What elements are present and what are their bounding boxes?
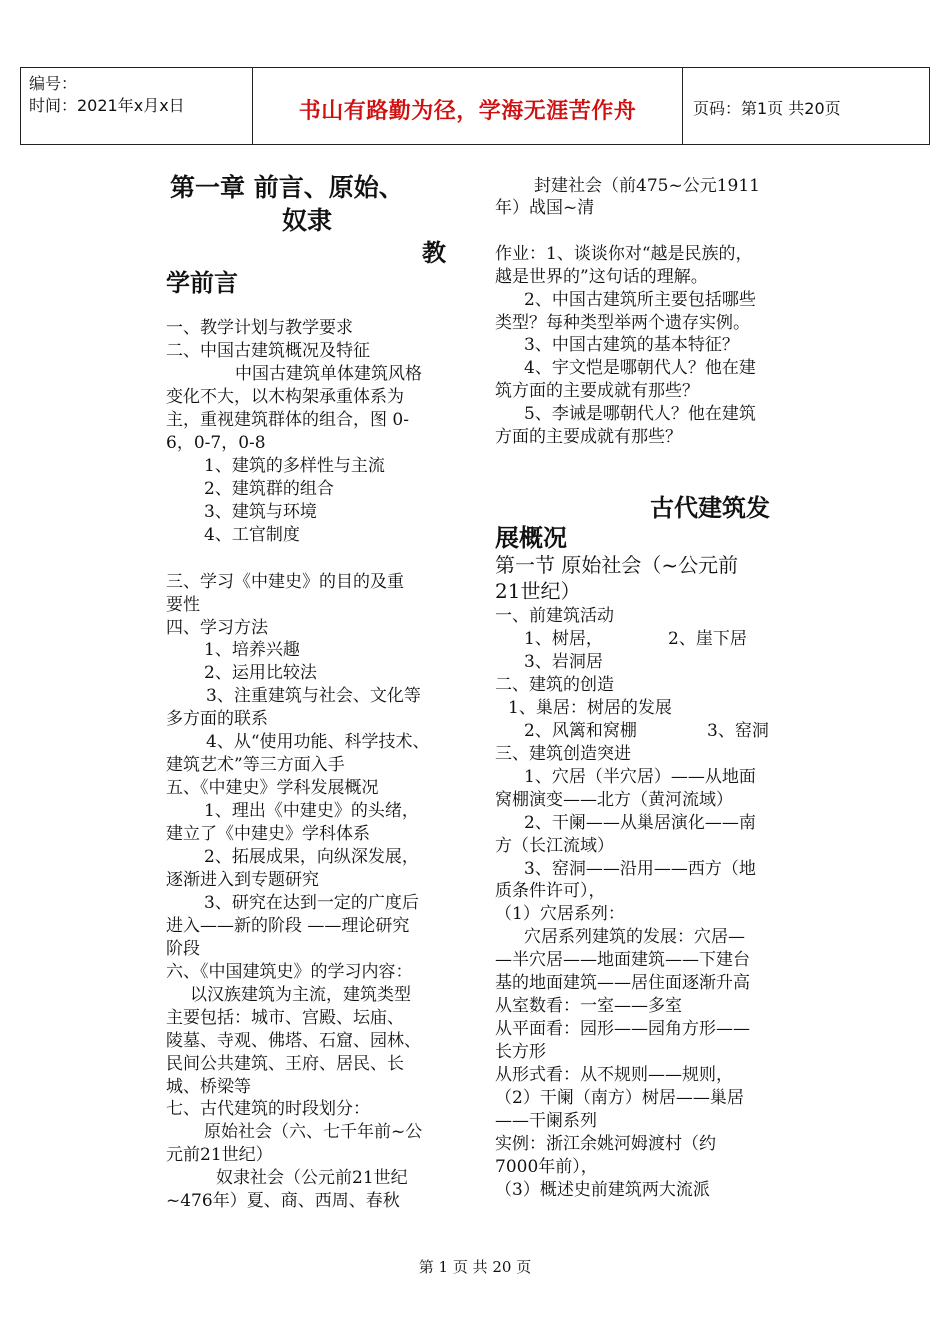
right-line: —半穴居——地面建筑——下建台 — [495, 950, 750, 970]
left-line: 陵墓、寺观、佛塔、石窟、园林、 — [166, 1031, 421, 1051]
left-line: 建筑艺术”等三方面入手 — [166, 755, 345, 775]
overview-heading-line-2: 展概况 — [495, 524, 567, 552]
left-line: 二、中国古建筑概况及特征 — [166, 341, 370, 361]
left-line: 3、建筑与环境 — [204, 502, 317, 522]
left-line: 民间公共建筑、王府、居民、长 — [166, 1054, 404, 1074]
right-line: 二、建筑的创造 — [495, 675, 614, 695]
left-line: 2、运用比较法 — [204, 663, 317, 683]
page-info: 页码：第1页 共20页 — [693, 99, 841, 118]
left-line: 五、《中建史》学科发展概况 — [166, 778, 379, 798]
number-label: 编号： — [29, 74, 78, 93]
right-line: 2、中国古建筑所主要包括哪些 — [524, 290, 756, 310]
right-line: 3、中国古建筑的基本特征？ — [524, 335, 739, 355]
right-line: 三、建筑创造突进 — [495, 744, 631, 764]
right-line: 类型？每种类型举两个遗存实例。 — [495, 313, 750, 333]
left-line: 进入——新的阶段 ——理论研究 — [166, 916, 410, 936]
right-line: 质条件许可）， — [495, 881, 606, 901]
right-line: 基的地面建筑——居住面逐渐升高 — [495, 973, 750, 993]
left-line: 主要包括：城市、宫殿、坛庙、 — [166, 1008, 404, 1028]
left-line: 6，0-7，0-8 — [166, 433, 266, 453]
right-line: 从形式看：从不规则——规则， — [495, 1065, 733, 1085]
motto: 书山有路勤为径，学海无涯苦作舟 — [298, 99, 637, 124]
right-line: 2、崖下居 — [668, 629, 747, 649]
chapter-title-line-2: 奴隶 — [282, 206, 333, 235]
section-title-line-2: 学前言 — [166, 269, 238, 297]
left-line: 变化不大，以木构架承重体系为 — [166, 387, 404, 407]
right-line: 1、穴居（半穴居）——从地面 — [524, 767, 756, 787]
left-line: 要性 — [166, 595, 200, 615]
right-line: 5、李诫是哪朝代人？他在建筑 — [524, 404, 756, 424]
left-line: 元前21世纪） — [166, 1145, 273, 1165]
left-line: 中国古建筑单体建筑风格 — [235, 364, 422, 384]
right-line: 年）战国~清 — [495, 198, 595, 218]
left-line: 三、学习《中建史》的目的及重 — [166, 572, 404, 592]
right-line: （2）干阑（南方）树居——巢居 — [495, 1088, 744, 1108]
page-footer: 第 1 页 共 20 页 — [418, 1258, 532, 1276]
section-heading-line-2: 21世纪） — [495, 579, 581, 603]
left-line: 4、从“使用功能、科学技术、 — [206, 732, 430, 752]
header-table — [20, 67, 930, 145]
right-line: 作业：1、谈谈你对“越是民族的， — [495, 244, 753, 264]
right-line: 3、窑洞 — [707, 721, 769, 741]
left-line: 主，重视建筑群体的组合，图 0- — [166, 410, 409, 430]
left-line: 多方面的联系 — [166, 709, 268, 729]
left-line: 逐渐进入到专题研究 — [166, 870, 319, 890]
right-line: 7000年前）， — [495, 1157, 598, 1177]
header-meta-cell — [21, 68, 253, 144]
right-line: 从室数看：一室——多室 — [495, 996, 682, 1016]
overview-heading-line-1: 古代建筑发 — [650, 494, 770, 522]
right-line: 2、风篱和窝棚 — [524, 721, 637, 741]
left-line: 七、古代建筑的时段划分： — [166, 1099, 370, 1119]
right-line: 窝棚演变——北方（黄河流域） — [495, 790, 733, 810]
time-label: 时间：2021年x月x日 — [29, 96, 185, 115]
right-line: （1）穴居系列： — [495, 904, 625, 924]
chapter-title-line-1: 第一章 前言、原始、 — [170, 173, 404, 202]
left-line: 1、理出《中建史》的头绪， — [204, 801, 419, 821]
right-line: 越是世界的”这句话的理解。 — [495, 267, 708, 287]
left-line: 城、桥梁等 — [166, 1077, 251, 1097]
left-line: 4、工官制度 — [204, 525, 300, 545]
right-line: ——干阑系列 — [495, 1111, 597, 1131]
left-line: 原始社会（六、七千年前~公 — [204, 1122, 423, 1142]
section-title-line-1: 教 — [422, 239, 446, 267]
right-line: 方面的主要成就有那些？ — [495, 427, 682, 447]
left-line: 六、《中国建筑史》的学习内容： — [166, 962, 413, 982]
right-line: 封建社会（前475~公元1911 — [534, 176, 760, 196]
left-line: 阶段 — [166, 939, 200, 959]
section-heading-line-1: 第一节 原始社会（~公元前 — [495, 553, 739, 577]
right-line: 实例：浙江余姚河姆渡村（约 — [495, 1134, 716, 1154]
right-line: 方（长江流域） — [495, 836, 614, 856]
right-line: （3）概述史前建筑两大流派 — [495, 1180, 710, 1200]
right-line: 4、宇文恺是哪朝代人？他在建 — [524, 358, 756, 378]
right-line: 从平面看：园形——园角方形—— — [495, 1019, 750, 1039]
header-motto-cell — [253, 68, 683, 144]
left-line: 一、教学计划与教学要求 — [166, 318, 353, 338]
left-line: 四、学习方法 — [166, 618, 268, 638]
left-line: 3、研究在达到一定的广度后 — [204, 893, 419, 913]
left-line: 1、建筑的多样性与主流 — [204, 456, 385, 476]
left-line: 奴隶社会（公元前21世纪 — [216, 1168, 408, 1188]
left-line: 3、注重建筑与社会、文化等 — [206, 686, 421, 706]
right-line: 长方形 — [495, 1042, 546, 1062]
right-line: 筑方面的主要成就有那些？ — [495, 381, 699, 401]
header-page-cell — [683, 68, 929, 144]
right-line: 一、前建筑活动 — [495, 606, 614, 626]
right-line: 2、干阑——从巢居演化——南 — [524, 813, 756, 833]
right-line: 3、窑洞——沿用——西方（地 — [524, 859, 756, 879]
right-line: 穴居系列建筑的发展：穴居— — [524, 927, 745, 947]
left-line: 2、拓展成果，向纵深发展， — [204, 847, 419, 867]
right-line: 3、岩洞居 — [524, 652, 603, 672]
left-line: 建立了《中建史》学科体系 — [166, 824, 370, 844]
right-line: 1、巢居：树居的发展 — [508, 698, 672, 718]
left-line: 以汉族建筑为主流，建筑类型 — [190, 985, 411, 1005]
left-line: ~476年）夏、商、西周、春秋 — [166, 1191, 400, 1211]
left-line: 2、建筑群的组合 — [204, 479, 334, 499]
left-line: 1、培养兴趣 — [204, 640, 300, 660]
right-line: 1、树居， — [524, 629, 603, 649]
